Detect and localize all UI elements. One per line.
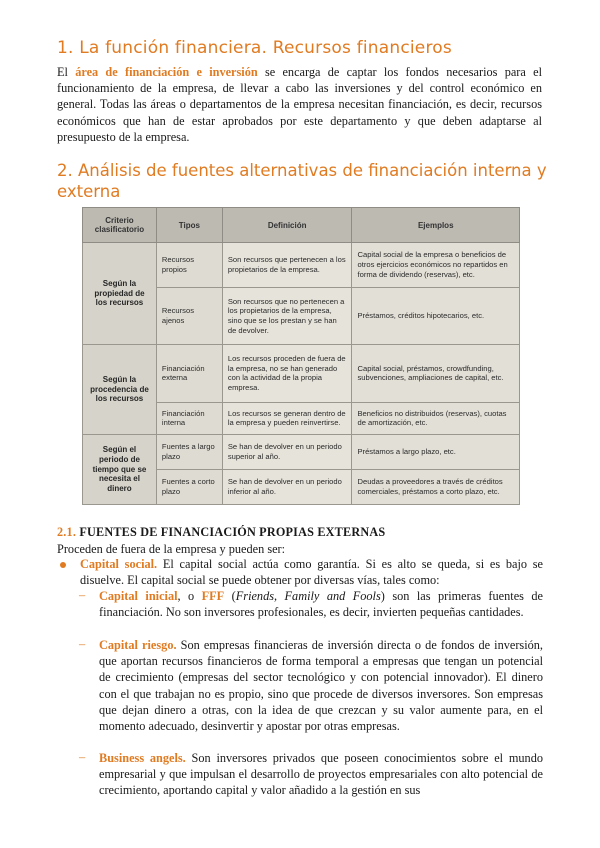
ejemplos-cell: Beneficios no distribuidos (reservas), cuotas de amortización, etc.	[352, 402, 520, 434]
tipo-cell: Recursos propios	[156, 243, 222, 288]
intro-rest: se encarga de captar los fondos necesarios para el funcionamiento de la empresa, de llevar a cabo las inversiones y del control económico en general. Todas las áreas o departamentos de la empresa necesitan financiación, es decir, recursos económicos que han de estar aprobados por este departamento y que deben adaptarse al presupuesto de la empresa.	[57, 65, 542, 144]
column-header-definicion: Definición	[222, 208, 352, 243]
column-header-ejemplos: Ejemplos	[352, 208, 520, 243]
section-2-heading: 2. Análisis de fuentes alternativas de financiación interna y externa	[57, 161, 547, 201]
financing-sources-table-image	[82, 207, 520, 505]
definicion-cell: Se han de devolver en un periodo superior al año.	[222, 434, 352, 469]
dash-icon: –	[79, 637, 86, 651]
fff-meaning: Friends, Family and Fools	[235, 589, 381, 603]
capital-social-text: El capital social actúa como garantía. Si es alto se queda, si es bajo se disuelve. El capital social se puede obtener por diversas vías, tales como:	[80, 557, 544, 588]
capital-social-term: Capital social.	[80, 557, 158, 571]
section-2-1-intro: Proceden de fuera de la empresa y pueden ser:	[57, 542, 286, 556]
capital-social-item	[80, 556, 543, 588]
ejemplos-cell: Capital social, préstamos, crowdfunding, subvenciones, ampliaciones de capital, etc.	[352, 345, 520, 402]
tipo-cell: Fuentes a largo plazo	[156, 434, 222, 469]
section-title: FUENTES DE FINANCIACIÓN PROPIAS EXTERNAS	[76, 525, 386, 539]
capital-inicial-text: son las primeras fuentes de financiación. No son inversores profesionales, es decir, invierten pequeñas cantidades.	[99, 589, 544, 620]
definicion-cell: Los recursos proceden de fuera de la empresa, no se han generado con la actividad de la propia empresa.	[222, 345, 352, 402]
column-header-tipos: Tipos	[156, 208, 222, 243]
intro-start: El	[57, 65, 76, 79]
dash-icon: –	[79, 588, 86, 602]
ejemplos-cell: Capital social de la empresa o beneficios de otros ejercicios económicos no repartidos en forma de dividendo (reservas), etc.	[352, 243, 520, 288]
section-2-1-heading	[57, 525, 385, 540]
section-1-paragraph	[57, 64, 542, 145]
ejemplos-cell: Préstamos a largo plazo, etc.	[352, 434, 520, 469]
capital-inicial-term: Capital inicial	[99, 589, 178, 603]
definicion-cell: Son recursos que pertenecen a los propietarios de la empresa.	[222, 243, 352, 288]
criterion-cell: Según la propiedad de los recursos	[83, 243, 157, 345]
criterion-cell: Según el periodo de tiempo que se necesita el dinero	[83, 434, 157, 504]
section-1-heading: 1. La función financiera. Recursos financieros	[57, 38, 452, 58]
separator: , o	[177, 589, 202, 603]
tipo-cell: Financiación externa	[156, 345, 222, 402]
capital-inicial-item	[99, 588, 543, 620]
paren: )	[380, 589, 385, 603]
criterion-cell: Según la procedencia de los recursos	[83, 345, 157, 435]
table-row	[83, 345, 520, 402]
ejemplos-cell: Deudas a proveedores a través de créditos comerciales, préstamos a corto plazo, etc.	[352, 469, 520, 504]
capital-riesgo-text: Son empresas financieras de inversión directa o de fondos de inversión, que aportan recursos financieros de forma temporal a empresas que tengan un potencial de crecimiento (empresas del sector tecnológico y con potencial innovador). El dinero con el que trabajan no es propio, sino que procede de diversos inversores. Son empresas que dejan dinero a otras, con la idea de que crezcan y su valor aumente para, en el momento adecuado, desinvertir y apostar por otras empresas.	[99, 638, 544, 734]
tipo-cell: Fuentes a corto plazo	[156, 469, 222, 504]
business-angels-term: Business angels.	[99, 751, 186, 765]
section-number: 2.1.	[57, 525, 77, 539]
tipo-cell: Recursos ajenos	[156, 287, 222, 344]
financing-sources-table	[82, 207, 520, 505]
capital-riesgo-term: Capital riesgo.	[99, 638, 177, 652]
highlight-term: área de financiación e inversión	[75, 65, 258, 79]
capital-riesgo-item	[99, 637, 543, 734]
column-header-criterio: Criterio clasificatorio	[83, 208, 157, 243]
definicion-cell: Son recursos que no pertenecen a los propietarios de la empresa, sino que se los prestan y se han de devolver.	[222, 287, 352, 344]
table-header-row	[83, 208, 520, 243]
paren: (	[224, 589, 236, 603]
definicion-cell: Se han de devolver en un periodo inferior al año.	[222, 469, 352, 504]
definicion-cell: Los recursos se generan dentro de la empresa y pueden reinvertirse.	[222, 402, 352, 434]
table-row	[83, 243, 520, 288]
ejemplos-cell: Préstamos, créditos hipotecarios, etc.	[352, 287, 520, 344]
fff-term: FFF	[201, 589, 225, 603]
bullet-icon	[60, 562, 66, 568]
tipo-cell: Financiación interna	[156, 402, 222, 434]
dash-icon: –	[79, 750, 86, 764]
business-angels-item	[99, 750, 543, 799]
business-angels-text: Son inversores privados que poseen conocimientos sobre el mundo empresarial y que impulsan el desarrollo de proyectos empresariales con alto potencial de crecimiento, aportando capital y valor añadido a la gestión en sus	[99, 751, 543, 798]
table-row	[83, 434, 520, 469]
